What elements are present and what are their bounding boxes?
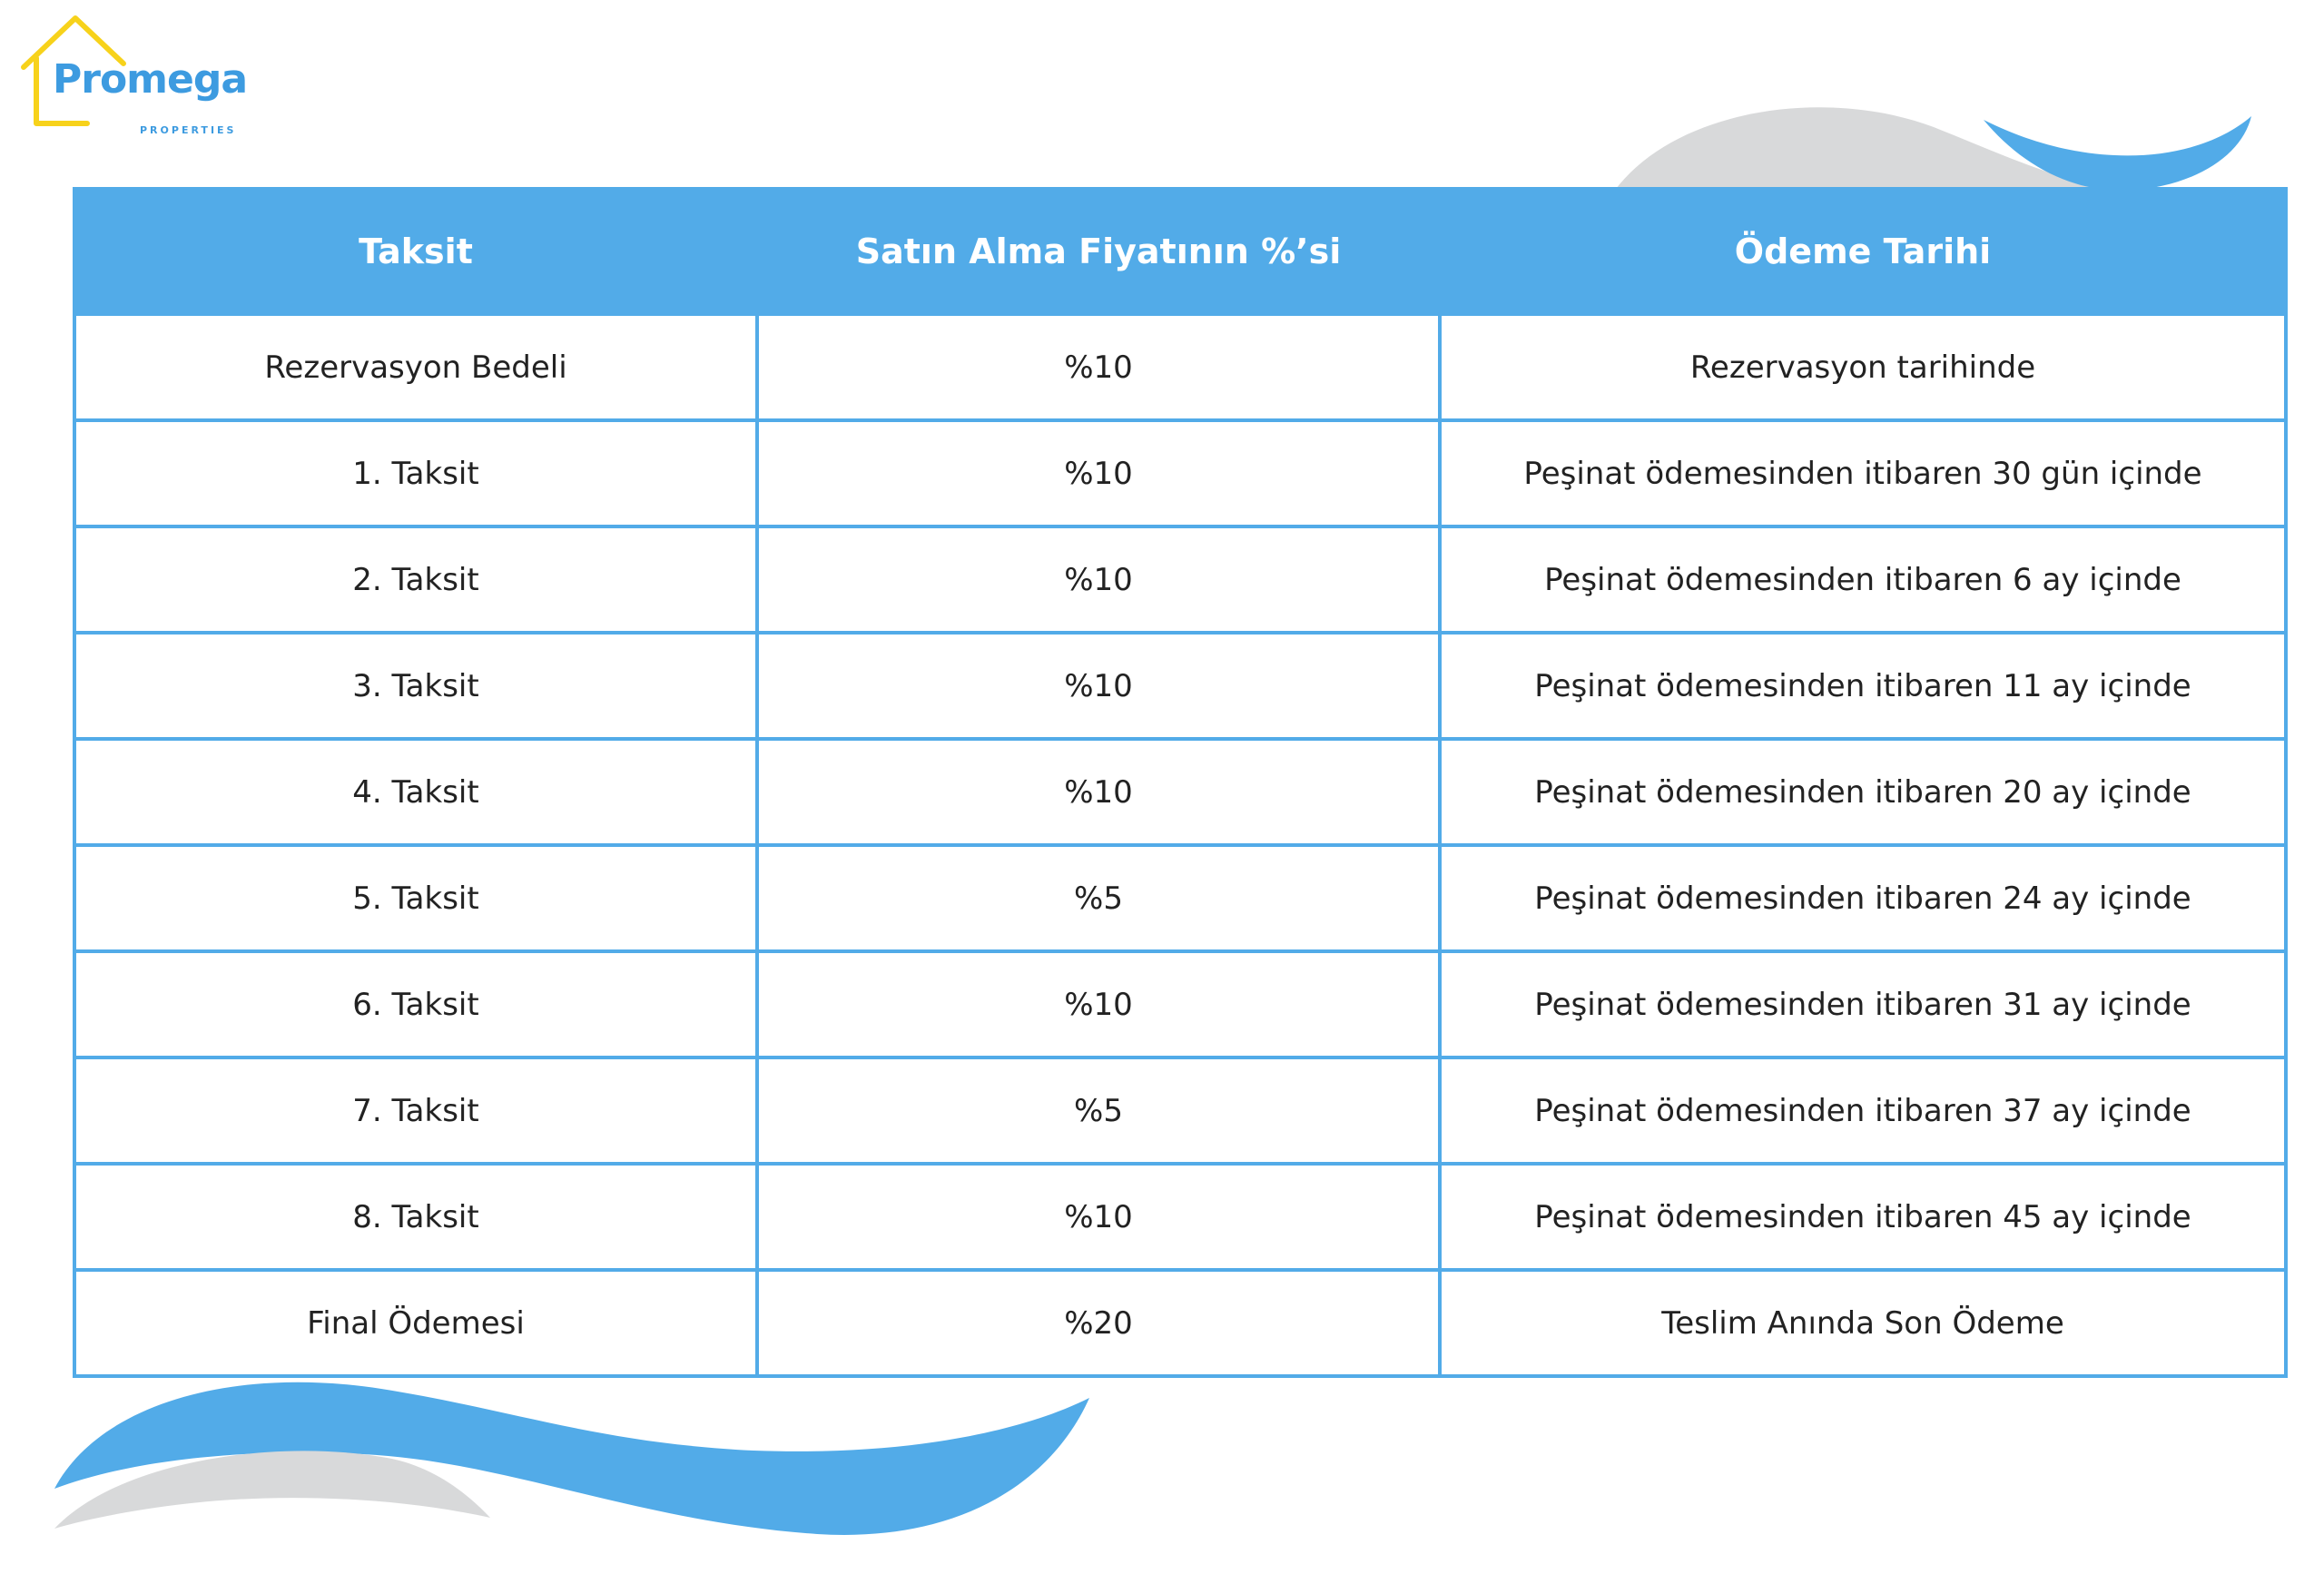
table-row (74, 1270, 2286, 1376)
table-row (74, 526, 2286, 633)
cell-percentage: %5 (757, 845, 1440, 951)
cell-percentage: %5 (757, 1058, 1440, 1164)
cell-payment-date: Peşinat ödemesinden itibaren 31 ay içinde (1440, 951, 2286, 1058)
table-row (74, 633, 2286, 739)
cell-payment-date: Peşinat ödemesinden itibaren 24 ay içinde (1440, 845, 2286, 951)
table-header-row (74, 189, 2286, 314)
cell-payment-date: Peşinat ödemesinden itibaren 37 ay içinde (1440, 1058, 2286, 1164)
cell-payment-date: Teslim Anında Son Ödeme (1440, 1270, 2286, 1376)
cell-payment-date: Peşinat ödemesinden itibaren 20 ay içinde (1440, 739, 2286, 845)
payment-plan-table (73, 187, 2288, 1378)
cell-installment: 6. Taksit (74, 951, 757, 1058)
bottom-blue-wave (54, 1382, 1089, 1535)
cell-installment: 8. Taksit (74, 1164, 757, 1270)
header-percentage: Satın Alma Fiyatının %’si (757, 189, 1440, 314)
cell-payment-date: Peşinat ödemesinden itibaren 6 ay içinde (1440, 526, 2286, 633)
table-row (74, 845, 2286, 951)
cell-installment: Final Ödemesi (74, 1270, 757, 1376)
cell-payment-date: Peşinat ödemesinden itibaren 11 ay içinde (1440, 633, 2286, 739)
table-row (74, 739, 2286, 845)
cell-percentage: %10 (757, 951, 1440, 1058)
cell-installment: Rezervasyon Bedeli (74, 314, 757, 420)
table-row (74, 1164, 2286, 1270)
cell-percentage: %10 (757, 739, 1440, 845)
table-row (74, 951, 2286, 1058)
payment-plan-table-container (73, 187, 2284, 1378)
cell-payment-date: Peşinat ödemesinden itibaren 45 ay içinde (1440, 1164, 2286, 1270)
table-row (74, 314, 2286, 420)
table-row (74, 1058, 2286, 1164)
brand-logo (16, 13, 252, 136)
cell-percentage: %10 (757, 420, 1440, 526)
cell-installment: 7. Taksit (74, 1058, 757, 1164)
cell-installment: 1. Taksit (74, 420, 757, 526)
cell-installment: 5. Taksit (74, 845, 757, 951)
cell-payment-date: Peşinat ödemesinden itibaren 30 gün içinde (1440, 420, 2286, 526)
cell-installment: 3. Taksit (74, 633, 757, 739)
cell-percentage: %10 (757, 633, 1440, 739)
cell-installment: 4. Taksit (74, 739, 757, 845)
header-payment-date: Ödeme Tarihi (1440, 189, 2286, 314)
cell-percentage: %10 (757, 314, 1440, 420)
cell-installment: 2. Taksit (74, 526, 757, 633)
cell-percentage: %20 (757, 1270, 1440, 1376)
cell-payment-date: Rezervasyon tarihinde (1440, 314, 2286, 420)
brand-name: Promega (53, 56, 248, 103)
brand-tagline: PROPERTIES (140, 124, 237, 136)
cell-percentage: %10 (757, 526, 1440, 633)
header-installment: Taksit (74, 189, 757, 314)
table-row (74, 420, 2286, 526)
cell-percentage: %10 (757, 1164, 1440, 1270)
